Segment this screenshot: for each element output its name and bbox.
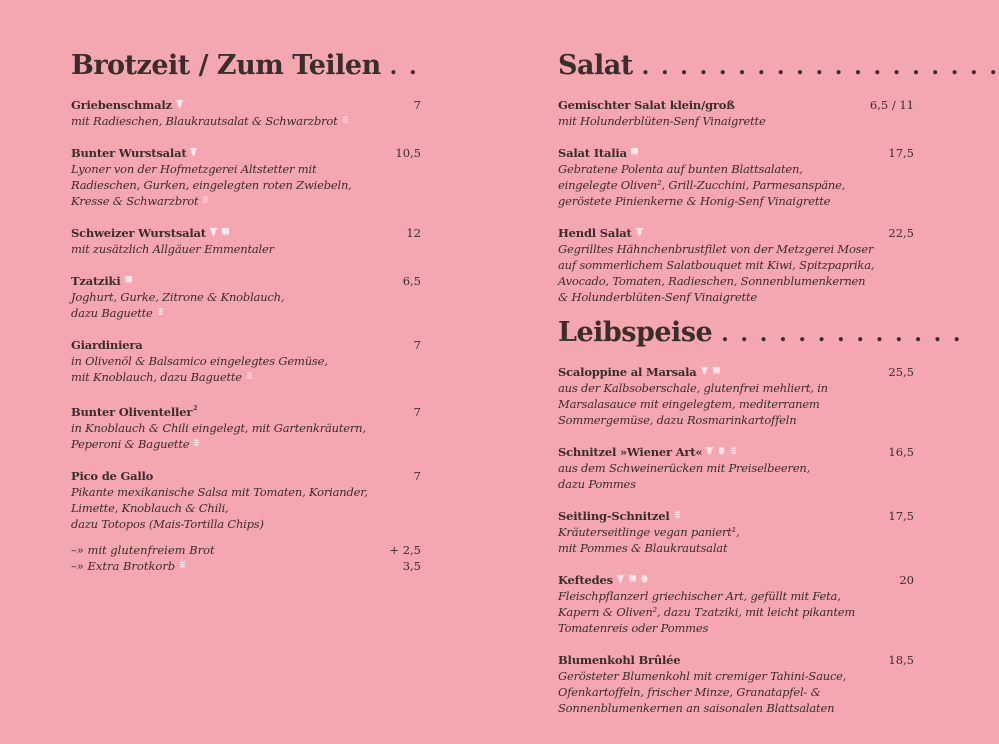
wheat-icon [729,446,738,455]
menu-item: Schweizer Wurstsalat 12 mit zusätzlich Allgäuer Emmentaler [71,226,421,256]
menu-item: Seitling-Schnitzel 17,5 Kräuterseitlinge vegan paniert¹, mit Pommes & Blaukrautsalat [558,509,914,555]
footnote-marker: 2 [193,405,198,412]
item-price: 7 [413,98,421,112]
egg-icon [717,446,726,455]
item-description: Lyoner von der Hofmetzgerei Altstetter mit Radieschen, Gurken, eingelegten roten Zwiebeln, Kresse & Schwarzbrot [71,162,352,208]
item-description: aus dem Schweinerücken mit Preiselbeeren, dazu Pommes [558,461,811,491]
item-description: mit zusätzlich Allgäuer Emmentaler [71,242,274,256]
item-price: 7 [413,405,421,419]
menu-item: Keftedes 20 Fleischpflanzerl griechischer Art, gefüllt mit Feta, Kapern & Oliven², dazu Tzatziki, mit leicht pikantem Tomatenreis oder Pommes [558,573,914,635]
wheat-icon [245,371,254,380]
item-description: mit Holunderblüten-Senf Vinaigrette [558,114,766,128]
menu-item: Gemischter Salat klein/groß 6,5 / 11 mit Holunderblüten-Senf Vinaigrette [558,98,914,128]
wheat-icon [341,115,350,124]
wheat-icon [178,560,187,569]
item-description: mit Radieschen, Blaukrautsalat & Schwarzbrot [71,113,421,129]
menu-item: Bunter Oliventeller$^2$ 7 in Knoblauch & Chili eingelegt, mit Gartenkräutern, Peperoni & Baguette [71,405,421,451]
dairy-icon [628,574,637,583]
item-description: aus der Kalbsoberschale, glutenfrei mehliert, in Marsalasauce mit eingelegtem, mediterranem Sommergemüse, dazu Rosmarinkartoffeln [558,381,828,427]
menu-item: Scaloppine al Marsala 25,5 aus der Kalbsoberschale, glutenfrei mehliert, in Marsalasauce mit eingelegtem, mediterranem Sommergemüse, dazu Rosmarinkartoffeln [558,365,914,427]
item-price: 25,5 [888,365,914,379]
item-price: 22,5 [888,226,914,240]
item-price: 18,5 [888,653,914,667]
item-description: in Olivenöl & Balsamico eingelegtes Gemüse, mit Knoblauch, dazu Baguette [71,354,328,384]
menu-item: Griebenschmalz 7 mit Radieschen, Blaukrautsalat & Schwarzbrot [71,98,421,128]
menu-item: Hendl Salat 22,5 Gegrilltes Hähnchenbrustfilet von der Metzgerei Moser auf sommerlichem Salatbouquet mit Kiwi, Spitzpaprika, Avocado, Tomaten, Radieschen, Sonnenblumenkernen & Holunderblüten-Senf Vinaigrette [558,226,914,304]
wheat-icon [192,438,201,447]
dairy-icon [712,366,721,375]
menu-item: Giardiniera 7 in Olivenöl & Balsamico eingelegtes Gemüse, mit Knoblauch, dazu Baguette [71,338,421,384]
animal-icon [616,574,625,583]
extra-item: –» mit glutenfreiem Brot + 2,5 [71,543,421,557]
animal-icon [189,147,198,156]
item-price: 7 [413,469,421,483]
animal-icon [175,99,184,108]
section-title-leibspeise: Leibspeise . . . . . . . . . . . . . [558,317,963,348]
item-description: Pikante mexikanische Salsa mit Tomaten, Koriander, Limette, Knoblauch & Chili, dazu Totopos (Mais-Tortilla Chips) [71,485,368,531]
animal-icon [700,366,709,375]
animal-icon [705,446,714,455]
item-price: 17,5 [888,146,914,160]
egg-icon [640,574,649,583]
item-description: Gegrilltes Hähnchenbrustfilet von der Metzgerei Moser auf sommerlichem Salatbouquet mit Kiwi, Spitzpaprika, Avocado, Tomaten, Radieschen, Sonnenblumenkernen & Holunderblüten-Senf Vinaigrette [558,242,875,304]
section-title-brotzeit: Brotzeit / Zum Teilen . . [71,50,419,81]
menu-item: Tzatziki 6,5 Joghurt, Gurke, Zitrone & Knoblauch, dazu Baguette [71,274,421,320]
wheat-icon [156,307,165,316]
dairy-icon [221,227,230,236]
wheat-icon [673,510,682,519]
brotzeit-section [71,48,421,574]
menu-item: Pico de Gallo 7 Pikante mexikanische Salsa mit Tomaten, Koriander, Limette, Knoblauch & Chili, dazu Totopos (Mais-Tortilla Chips) [71,469,421,531]
dairy-icon [630,147,639,156]
item-price: 17,5 [888,509,914,523]
item-description: Gerösteter Blumenkohl mit cremiger Tahini-Sauce, Ofenkartoffeln, frischer Minze, Granatapfel- & Sonnenblumenkernen an saisonalen Blattsalaten [558,669,847,715]
item-description: Fleischpflanzerl griechischer Art, gefüllt mit Feta, Kapern & Oliven², dazu Tzatziki, mit leicht pikantem Tomatenreis oder Pommes [558,589,856,635]
animal-icon [209,227,218,236]
item-description: Joghurt, Gurke, Zitrone & Knoblauch, dazu Baguette [71,290,285,320]
menu-item: Bunter Wurstsalat 10,5 Lyoner von der Hofmetzgerei Altstetter mit Radieschen, Gurken, eingelegten roten Zwiebeln, Kresse & Schwarzbrot [71,146,421,208]
item-description: in Knoblauch & Chili eingelegt, mit Gartenkräutern, Peperoni & Baguette [71,421,366,451]
item-description: Gebratene Polenta auf bunten Blattsalaten, eingelegte Oliven², Grill-Zucchini, Parmesanspäne, geröstete Pinienkerne & Honig-Senf Vinaigrette [558,162,846,208]
item-description: Kräuterseitlinge vegan paniert¹, mit Pommes & Blaukrautsalat [558,525,740,555]
item-price: 6,5 / 11 [869,98,914,112]
item-price: 12 [406,226,421,240]
dairy-icon [124,275,133,284]
extra-item: –» Extra Brotkorb 3,5 [71,559,421,573]
item-price: 6,5 [402,274,421,288]
item-price: 7 [413,338,421,352]
item-price: 20 [899,573,914,587]
right-column [558,48,999,732]
menu-item: Blumenkohl Brûlée 18,5 Gerösteter Blumenkohl mit cremiger Tahini-Sauce, Ofenkartoffeln, frischer Minze, Granatapfel- & Sonnenblumenkernen an saisonalen Blattsalaten [558,653,914,715]
wheat-icon [201,195,210,204]
section-title-salat: Salat . . . . . . . . . . . . . . . . . . . [558,50,999,81]
item-price: 10,5 [395,146,421,160]
item-price: 16,5 [888,445,914,459]
menu-item: Schnitzel »Wiener Art« 16,5 aus dem Schweinerücken mit Preiselbeeren, dazu Pommes [558,445,914,491]
animal-icon [635,227,644,236]
menu-item: Salat Italia 17,5 Gebratene Polenta auf bunten Blattsalaten, eingelegte Oliven², Grill-Zucchini, Parmesanspäne, geröstete Pinienkerne & Honig-Senf Vinaigrette [558,146,914,208]
